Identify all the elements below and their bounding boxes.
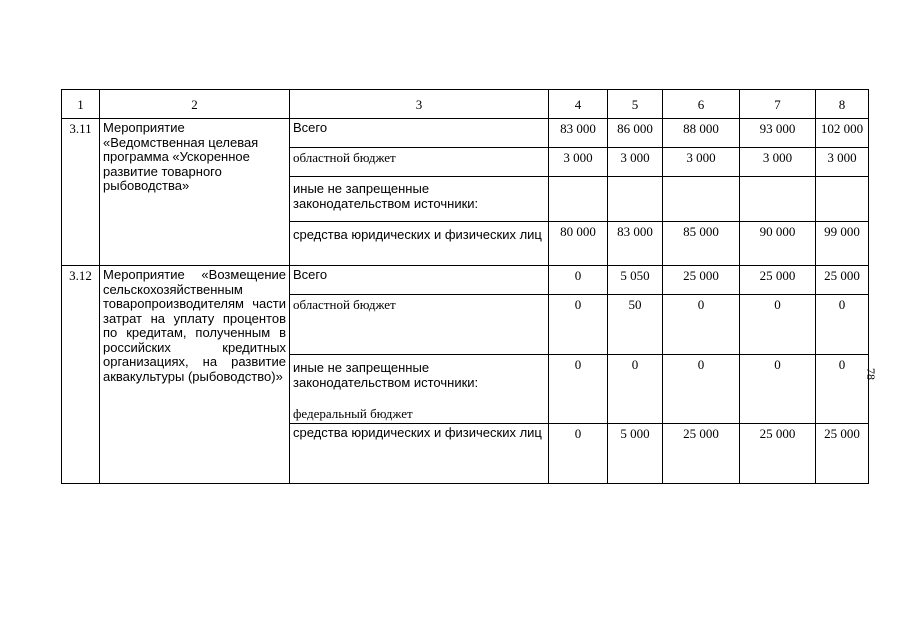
value-cell: 0 — [608, 355, 663, 424]
value-cell: 0 — [549, 424, 608, 484]
source-cell: средства юридических и физических лиц — [290, 424, 549, 484]
value-cell: 5 000 — [608, 424, 663, 484]
value-cell: 0 — [549, 266, 608, 295]
value-cell: 3 000 — [663, 148, 740, 177]
header-cell: 7 — [740, 90, 816, 119]
value-cell: 0 — [740, 295, 816, 355]
value-cell: 93 000 — [740, 119, 816, 148]
value-cell: 3 000 — [549, 148, 608, 177]
page-number: 78 — [864, 368, 878, 380]
source-cell — [290, 355, 549, 424]
value-cell — [608, 177, 663, 222]
source-cell: средства юридических и физических лиц — [290, 222, 549, 266]
header-cell: 2 — [100, 90, 290, 119]
source-cell: областной бюджет — [290, 295, 549, 355]
value-cell: 83 000 — [549, 119, 608, 148]
header-cell: 4 — [549, 90, 608, 119]
row-name: Мероприятие «Возмещение сельскохозяйственным товаропроизводителям части затрат на уплату процентов по кредитам, полученным в российских кредитных организациях, на развитие аквакультуры (рыбоводство)» — [100, 266, 290, 484]
value-cell: 0 — [663, 355, 740, 424]
value-cell: 25 000 — [816, 424, 869, 484]
source-line: иные не запрещенные законодательством источники: — [293, 360, 479, 390]
value-cell: 25 000 — [663, 266, 740, 295]
value-cell: 0 — [740, 355, 816, 424]
header-cell: 8 — [816, 90, 869, 119]
value-cell: 3 000 — [816, 148, 869, 177]
value-cell: 90 000 — [740, 222, 816, 266]
value-cell: 85 000 — [663, 222, 740, 266]
source-cell: Всего — [290, 266, 549, 295]
value-cell: 102 000 — [816, 119, 869, 148]
value-cell: 0 — [549, 295, 608, 355]
table-row — [62, 266, 869, 295]
value-cell: 3 000 — [608, 148, 663, 177]
header-cell: 6 — [663, 90, 740, 119]
value-cell: 0 — [663, 295, 740, 355]
value-cell: 25 000 — [740, 266, 816, 295]
value-cell: 0 — [816, 295, 869, 355]
value-cell: 25 000 — [740, 424, 816, 484]
header-cell: 3 — [290, 90, 549, 119]
source-cell: Всего — [290, 119, 549, 148]
value-cell: 0 — [549, 355, 608, 424]
value-cell: 25 000 — [663, 424, 740, 484]
header-cell: 5 — [608, 90, 663, 119]
table-row — [62, 119, 869, 148]
value-cell: 99 000 — [816, 222, 869, 266]
value-cell: 88 000 — [663, 119, 740, 148]
value-cell: 25 000 — [816, 266, 869, 295]
row-name: Мероприятие «Ведомственная целевая программа «Ускоренное развитие товарного рыбоводства» — [100, 119, 290, 266]
value-cell: 50 — [608, 295, 663, 355]
row-index: 3.11 — [62, 119, 100, 266]
source-cell: иные не запрещенные законодательством источники: — [290, 177, 549, 222]
table-header-row — [62, 90, 869, 119]
value-cell: 83 000 — [608, 222, 663, 266]
value-cell — [740, 177, 816, 222]
value-cell: 5 050 — [608, 266, 663, 295]
source-cell: областной бюджет — [290, 148, 549, 177]
value-cell — [549, 177, 608, 222]
value-cell: 80 000 — [549, 222, 608, 266]
header-cell: 1 — [62, 90, 100, 119]
value-cell — [663, 177, 740, 222]
value-cell: 0 — [816, 355, 869, 424]
budget-table — [61, 89, 869, 484]
value-cell: 86 000 — [608, 119, 663, 148]
value-cell — [816, 177, 869, 222]
value-cell: 3 000 — [740, 148, 816, 177]
source-line: федеральный бюджет — [293, 406, 413, 421]
row-index: 3.12 — [62, 266, 100, 484]
